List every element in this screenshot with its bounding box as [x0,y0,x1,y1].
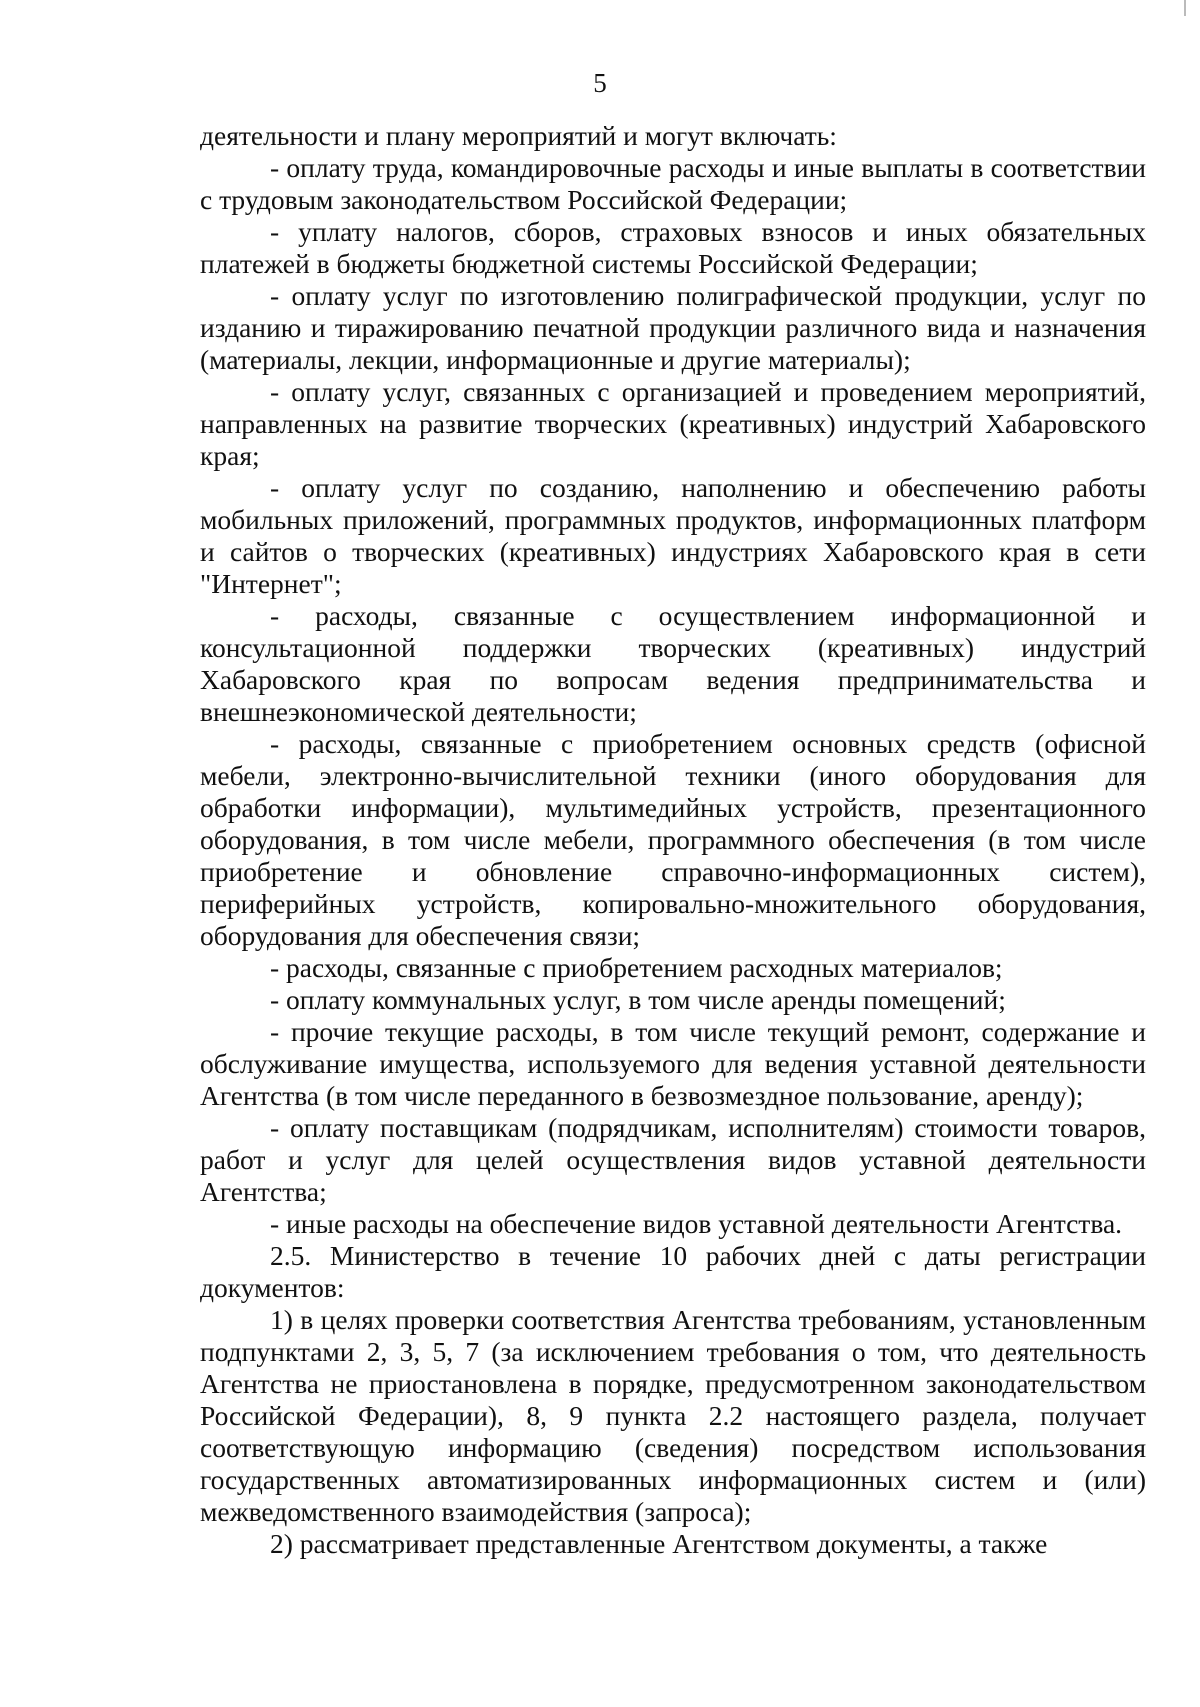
list-item-paragraph: - расходы, связанные с приобретением основных средств (офисной мебели, электронно-вычислительной техники (иного оборудования для обработки информации), мультимедийных устройств, презентационного оборудования, в том числе мебели, программного обеспечения (в том числе приобретение и обновление справочно-информационных систем), периферийных устройств, копировально-множительного оборудования, оборудования для обеспечения связи; [200,728,1146,951]
numbered-item-paragraph: 2) рассматривает представленные Агентством документы, а также [270,1528,1048,1559]
list-item-paragraph: - иные расходы на обеспечение видов уставной деятельности Агентства. [270,1208,1123,1239]
section-paragraph: 2.5. Министерство в течение 10 рабочих дней с даты регистрации документов: [200,1240,1146,1303]
list-item-paragraph: - расходы, связанные с осуществлением информационной и консультационной поддержки творческих (креативных) индустрий Хабаровского края по вопросам ведения предпринимательства и внешнеэкономической деятельности; [200,600,1146,727]
list-item-paragraph: - оплату услуг, связанных с организацией и проведением мероприятий, направленных на развитие творческих (креативных) индустрий Хабаровского края; [200,376,1146,471]
scan-edge-mark [1184,0,1186,16]
paragraph: деятельности и плану мероприятий и могут включать: [200,120,837,151]
numbered-item-paragraph: 1) в целях проверки соответствия Агентства требованиям, установленным подпунктами 2, 3, 5, 7 (за исключением требования о том, что деятельность Агентства не приостановлена в порядке, предусмотренном законодательством Российской Федерации), 8, 9 пункта 2.2 настоящего раздела, получает соответствующую информацию (сведения) посредством использования государственных автоматизированных информационных систем и (или) межведомственного взаимодействия (запроса); [200,1304,1146,1527]
list-item-paragraph: - расходы, связанные с приобретением расходных материалов; [270,952,1003,983]
list-item-paragraph: - оплату услуг по созданию, наполнению и обеспечению работы мобильных приложений, программных продуктов, информационных платформ и сайтов о творческих (креативных) индустриях Хабаровского края в сети "Интернет"; [200,472,1146,599]
page-number: 5 [593,68,607,98]
list-item-paragraph: - оплату услуг по изготовлению полиграфической продукции, услуг по изданию и тиражированию печатной продукции различного вида и назначения (материалы, лекции, информационные и другие материалы); [200,280,1146,375]
list-item-paragraph: - оплату поставщикам (подрядчикам, исполнителям) стоимости товаров, работ и услуг для целей осуществления видов уставной деятельности Агентства; [200,1112,1146,1207]
list-item-paragraph: - оплату коммунальных услуг, в том числе аренды помещений; [270,984,1006,1015]
list-item-paragraph: - прочие текущие расходы, в том числе текущий ремонт, содержание и обслуживание имущества, используемого для ведения уставной деятельности Агентства (в том числе переданного в безвозмездное пользование, аренду); [200,1016,1146,1111]
document-body [200,120,1146,1560]
list-item-paragraph: - оплату труда, командировочные расходы и иные выплаты в соответствии с трудовым законодательством Российской Федерации; [200,152,1146,215]
list-item-paragraph: - уплату налогов, сборов, страховых взносов и иных обязательных платежей в бюджеты бюджетной системы Российской Федерации; [200,216,1146,279]
